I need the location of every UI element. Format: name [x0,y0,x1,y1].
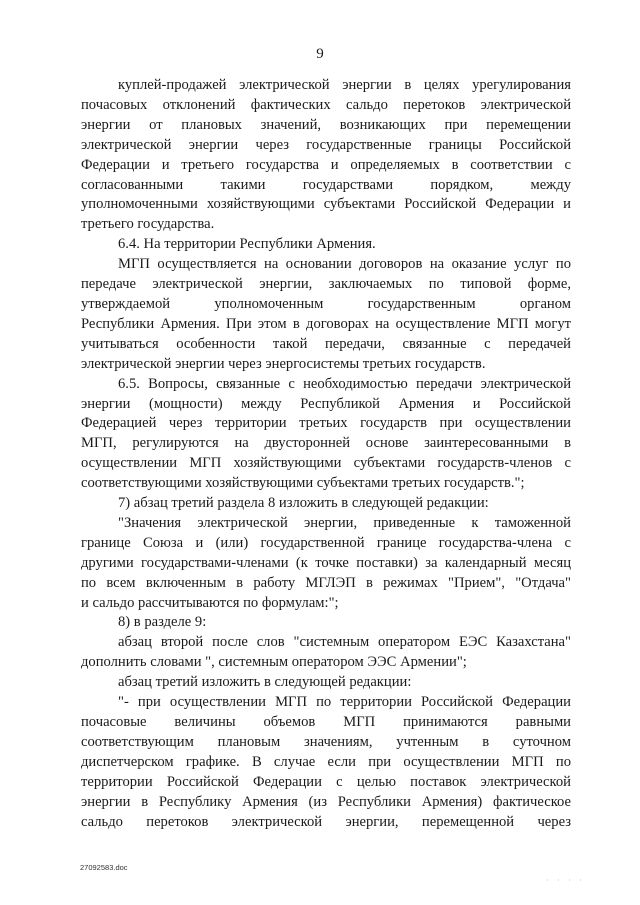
scan-marks: · · · · [546,876,585,885]
text-line: Республики Армения. При этом в договорах на осуществление МГП могут [81,315,571,332]
text-line: другими государствами-членами (к точке поставки) за календарный месяц [81,554,571,571]
text-line: почасовых отклонений фактических сальдо перетоков электрической [81,96,571,113]
text-line: 6.5. Вопросы, связанные с необходимостью передачи электрической [118,375,571,392]
text-line: передаче электрической энергии, заключаемых по типовой форме, [81,276,571,293]
text-line: 7) абзац третий раздела 8 изложить в следующей редакции: [118,495,489,512]
text-line: по всем включенным в работу МГЛЭП в режимах "Прием", "Отдача" [81,574,571,591]
text-line: третьего государства. [81,216,215,233]
text-line: абзац второй после слов "системным оператором ЕЭС Казахстана" [118,634,571,651]
text-line: 8) в разделе 9: [118,614,207,631]
text-line: и сальдо рассчитываются по формулам:"; [81,594,339,611]
document-body [81,76,571,832]
text-line: электрической энергии через энергосистемы третьих государств. [81,355,486,372]
text-line: Федерации и третьего государства и определяемых в соответствии с [81,156,571,173]
text-line: энергии от плановых значений, возникающих при перемещении [81,116,571,133]
text-line: осуществлении МГП хозяйствующими субъектами государств-членов с [81,455,571,472]
text-line: 6.4. На территории Республики Армения. [118,236,376,253]
text-line: сальдо перетоков электрической энергии, перемещенной через [81,813,571,830]
text-line: диспетчерском графике. В случае если при осуществлении МГП по [81,753,571,770]
text-line: почасовые величины объемов МГП принимаются равными [81,714,571,730]
text-line: "Значения электрической энергии, приведенные к таможенной [118,514,571,531]
text-line: дополнить словами ", системным оператором ЭЭС Армении"; [81,654,467,671]
text-line: МГП осуществляется на основании договоров на оказание услуг по [118,256,571,273]
text-line: территории Российской Федерации с целью поставок электрической [81,773,571,790]
text-line: абзац третий изложить в следующей редакции: [118,674,412,691]
text-line: "- при осуществлении МГП по территории Российской Федерации [118,694,571,711]
text-line: куплей-продажей электрической энергии в целях урегулирования [118,77,571,93]
text-line: Федерацией через территории третьих государств при осуществлении [81,415,571,432]
text-line: учитываться особенности такой передачи, связанные с передачей [81,335,571,352]
text-line: соответствующим плановым значениям, учтенным в суточном [81,733,571,750]
text-line: энергии (мощности) между Республикой Армения и Российской [81,395,571,412]
text-line: электрической энергии через государственные границы Российской [81,136,571,153]
text-line: соответствующими хозяйствующими субъектами третьих государств."; [81,475,525,492]
text-line: энергии в Республику Армения (из Республики Армения) фактическое [81,793,571,810]
text-line: утверждаемой уполномоченным государственным органом [81,295,571,312]
text-line: МГП, регулируются на двусторонней основе заинтересованными в [81,435,571,452]
text-line: уполномоченными хозяйствующими субъектами Российской Федерации и [81,196,571,213]
footer-filename: 27092583.doc [80,863,128,872]
page-number: 9 [316,46,324,62]
text-line: согласованными такими государствами порядком, между [81,176,571,193]
text-line: границе Союза и (или) государственной границе государства-члена с [81,534,571,551]
